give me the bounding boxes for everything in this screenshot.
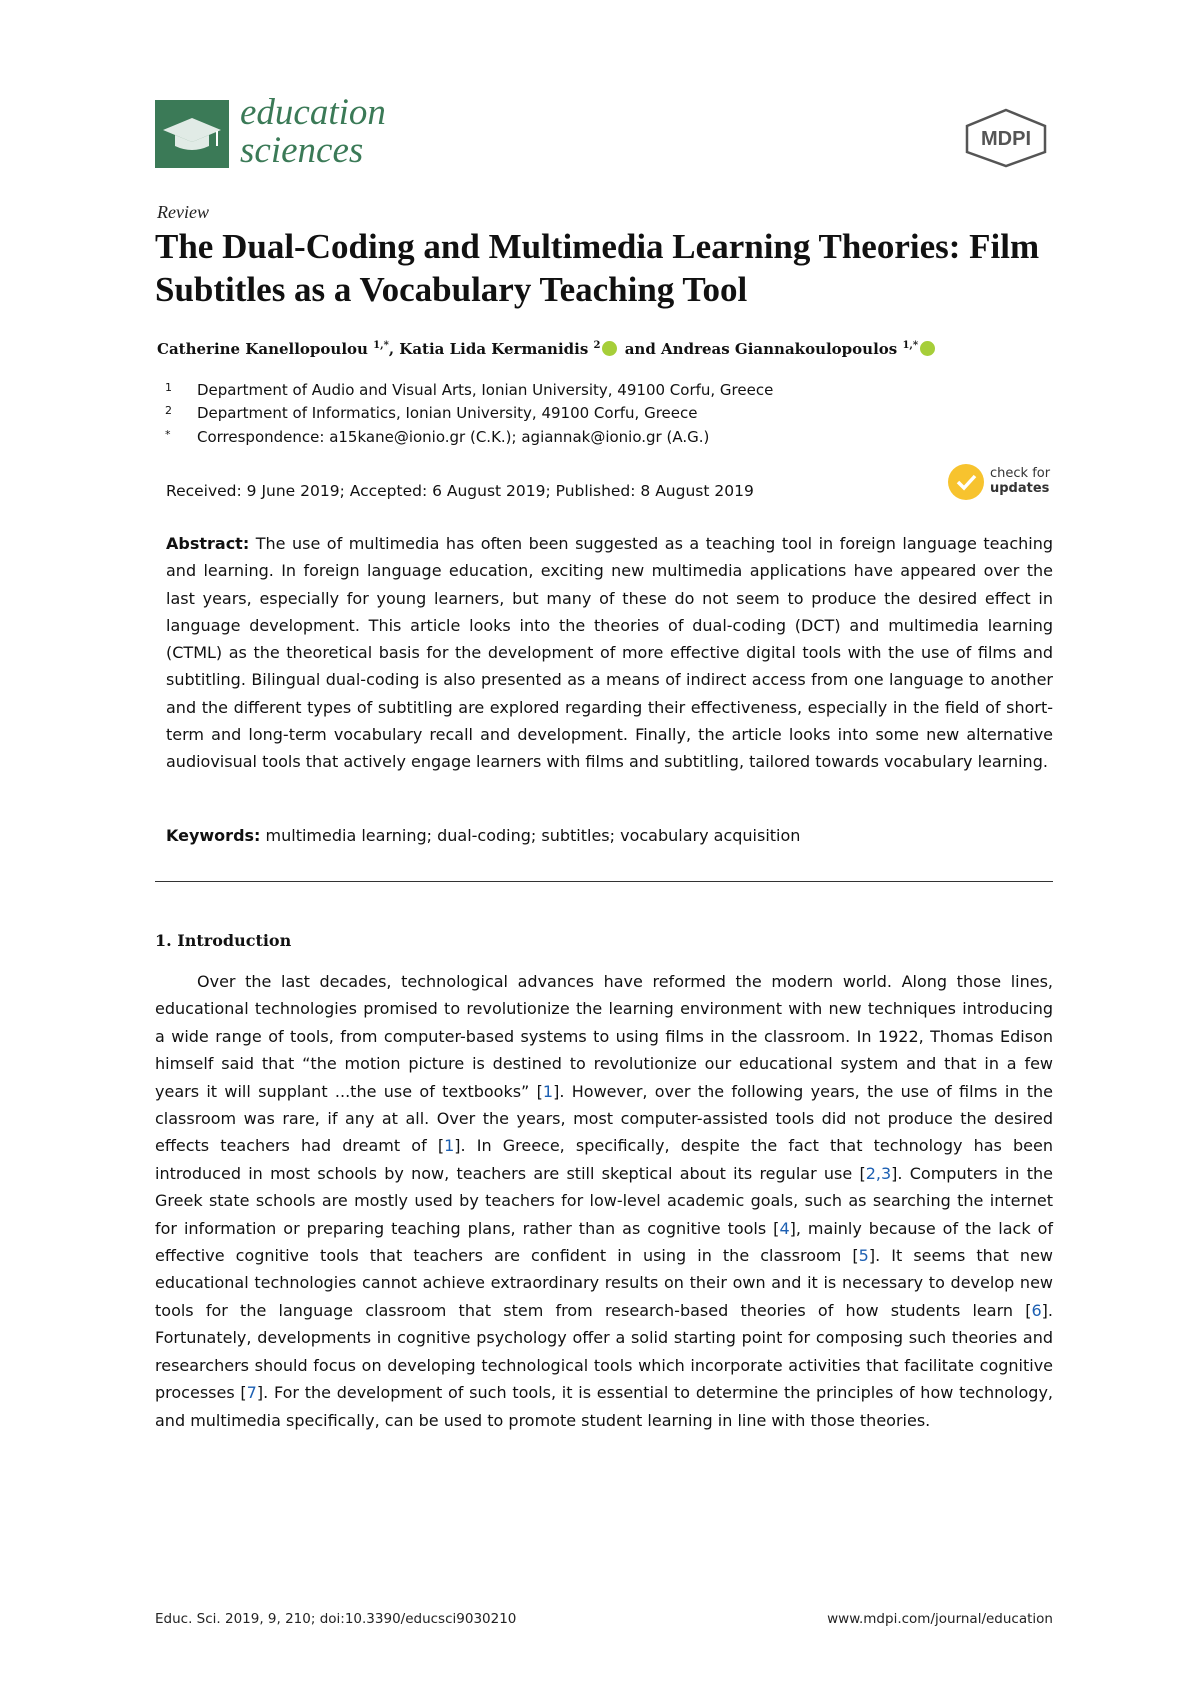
- author-affiliation-mark: 1,*: [902, 340, 919, 351]
- body-text: ]. It seems that new educational technologies cannot achieve extraordinary results on their own and it is necessary to develop new tools for the language classroom that stem from research-based theories of how students learn [: [155, 1246, 1053, 1320]
- abstract: [166, 530, 1053, 776]
- body-text: ]. In Greece, specifically, despite the fact that technology has been introduced in most schools by now, teachers are still skeptical about its regular use [: [155, 1136, 1053, 1183]
- author-affiliation-mark: 2: [593, 340, 601, 351]
- publisher-name: MDPI: [981, 128, 1031, 150]
- correspondence-text[interactable]: Correspondence: a15kane@ionio.gr (C.K.); agiannak@ionio.gr (A.G.): [197, 428, 710, 446]
- journal-name: [240, 94, 386, 170]
- body-text: ]. Fortunately, developments in cognitive psychology offer a solid starting point for composing such theories and researchers should focus on developing technological tools which incorporate activities that facilitate cognitive processes [: [155, 1300, 1053, 1403]
- publication-dates: Received: 9 June 2019; Accepted: 6 August 2019; Published: 8 August 2019: [166, 482, 754, 500]
- body-text: ]. For the development of such tools, it is essential to determine the principles of how technology, and multimedia specifically, can be used to promote student learning in line with those theories.: [155, 1383, 1053, 1430]
- author-name[interactable]: Catherine Kanellopoulou: [157, 340, 368, 358]
- affiliation-1: [165, 381, 773, 399]
- abstract-label: Abstract:: [166, 534, 250, 553]
- affiliation-marker: 1: [165, 381, 172, 394]
- citation-link[interactable]: 1: [542, 1081, 554, 1101]
- footer-journal-url[interactable]: www.mdpi.com/journal/education: [827, 1611, 1053, 1627]
- section-heading: 1. Introduction: [155, 931, 292, 950]
- abstract-text: The use of multimedia has often been suggested as a teaching tool in foreign language teaching and learning. In foreign language education, exciting new multimedia applications have appeared over the last years, especially for young learners, but many of these do not seem to produce the desired effect in language development. This article looks into the theories of dual-coding (DCT) and multimedia learning (CTML) as the theoretical basis for the development of more effective digital tools with the use of films and subtitling. Bilingual dual-coding is also presented as a means of indirect access from one language to another and the different types of subtitling are explored regarding their effectiveness, especially in the field of short-term and long-term vocabulary recall and development. Finally, the article looks into some new alternative audiovisual tools that actively engage learners with films and subtitling, tailored towards vocabulary learning.: [166, 534, 1053, 772]
- affiliation-marker: 2: [165, 404, 172, 417]
- journal-name-line1: education: [240, 92, 386, 133]
- citation-link[interactable]: 2,3: [865, 1163, 892, 1183]
- correspondence: [165, 428, 709, 446]
- check-updates-line2: updates: [990, 481, 1050, 496]
- orcid-icon[interactable]: [920, 341, 935, 356]
- introduction-paragraph: [155, 968, 1053, 1434]
- body-text: ]. However, over the following years, the use of films in the classroom was rare, if any at all. Over the years, most computer-assisted tools did not produce the desired effects teachers had dreamt of [: [155, 1081, 1053, 1156]
- journal-name-line2: sciences: [240, 130, 364, 171]
- mdpi-logo-icon: [963, 108, 1049, 172]
- author-separator: and: [619, 340, 662, 358]
- article-title: The Dual-Coding and Multimedia Learning Theories: Film Subtitles as a Vocabulary Teaching Tool: [155, 227, 1040, 309]
- author-affiliation-mark: 1,*: [373, 340, 389, 351]
- keywords: [166, 826, 1053, 845]
- author-name[interactable]: Andreas Giannakoulopoulos: [661, 340, 898, 358]
- journal-logo-icon: [155, 100, 229, 168]
- citation-link[interactable]: 7: [246, 1383, 257, 1403]
- keywords-label: Keywords:: [166, 826, 261, 845]
- citation-link[interactable]: 1: [444, 1136, 455, 1156]
- body-text: ]. Computers in the Greek state schools are mostly used by teachers for low-level academic goals, such as searching the internet for information or preparing teaching plans, rather than as cognitive tools [: [155, 1163, 1053, 1238]
- affiliation-text: Department of Informatics, Ionian University, 49100 Corfu, Greece: [197, 404, 698, 422]
- body-text: ], mainly because of the lack of effective cognitive tools that teachers are confident in using in the classroom [: [155, 1218, 1054, 1266]
- author-name[interactable]: Katia Lida Kermanidis: [399, 340, 589, 358]
- article-type: Review: [157, 202, 209, 222]
- footer-citation: Educ. Sci. 2019, 9, 210; doi:10.3390/educsci9030210: [155, 1611, 517, 1627]
- check-updates-line1: check for: [990, 466, 1051, 481]
- affiliation-text: Department of Audio and Visual Arts, Ionian University, 49100 Corfu, Greece: [197, 381, 774, 399]
- body-text: Over the last decades, technological advances have reformed the modern world. Along those lines, educational technologies promised to revolutionize the learning environment with new techniques introducing a wide range of tools, from computer-based systems to using films in the classroom. In 1922, Thomas Edison himself said that “the motion picture is destined to revolutionize our educational system and that in a few years it will supplant ...the use of textbooks” [: [155, 972, 1053, 1101]
- citation-link[interactable]: 6: [1031, 1300, 1042, 1320]
- affiliation-2: [165, 404, 697, 422]
- citation-link[interactable]: 4: [779, 1218, 790, 1238]
- author-list: [157, 340, 1057, 358]
- section-divider: [155, 881, 1053, 882]
- citation-link[interactable]: 5: [858, 1246, 869, 1266]
- affiliation-marker: *: [165, 428, 171, 441]
- check-icon: [948, 464, 984, 500]
- orcid-icon[interactable]: [602, 341, 617, 356]
- keywords-text: multimedia learning; dual-coding; subtitles; vocabulary acquisition: [265, 826, 801, 845]
- author-separator: ,: [388, 340, 400, 358]
